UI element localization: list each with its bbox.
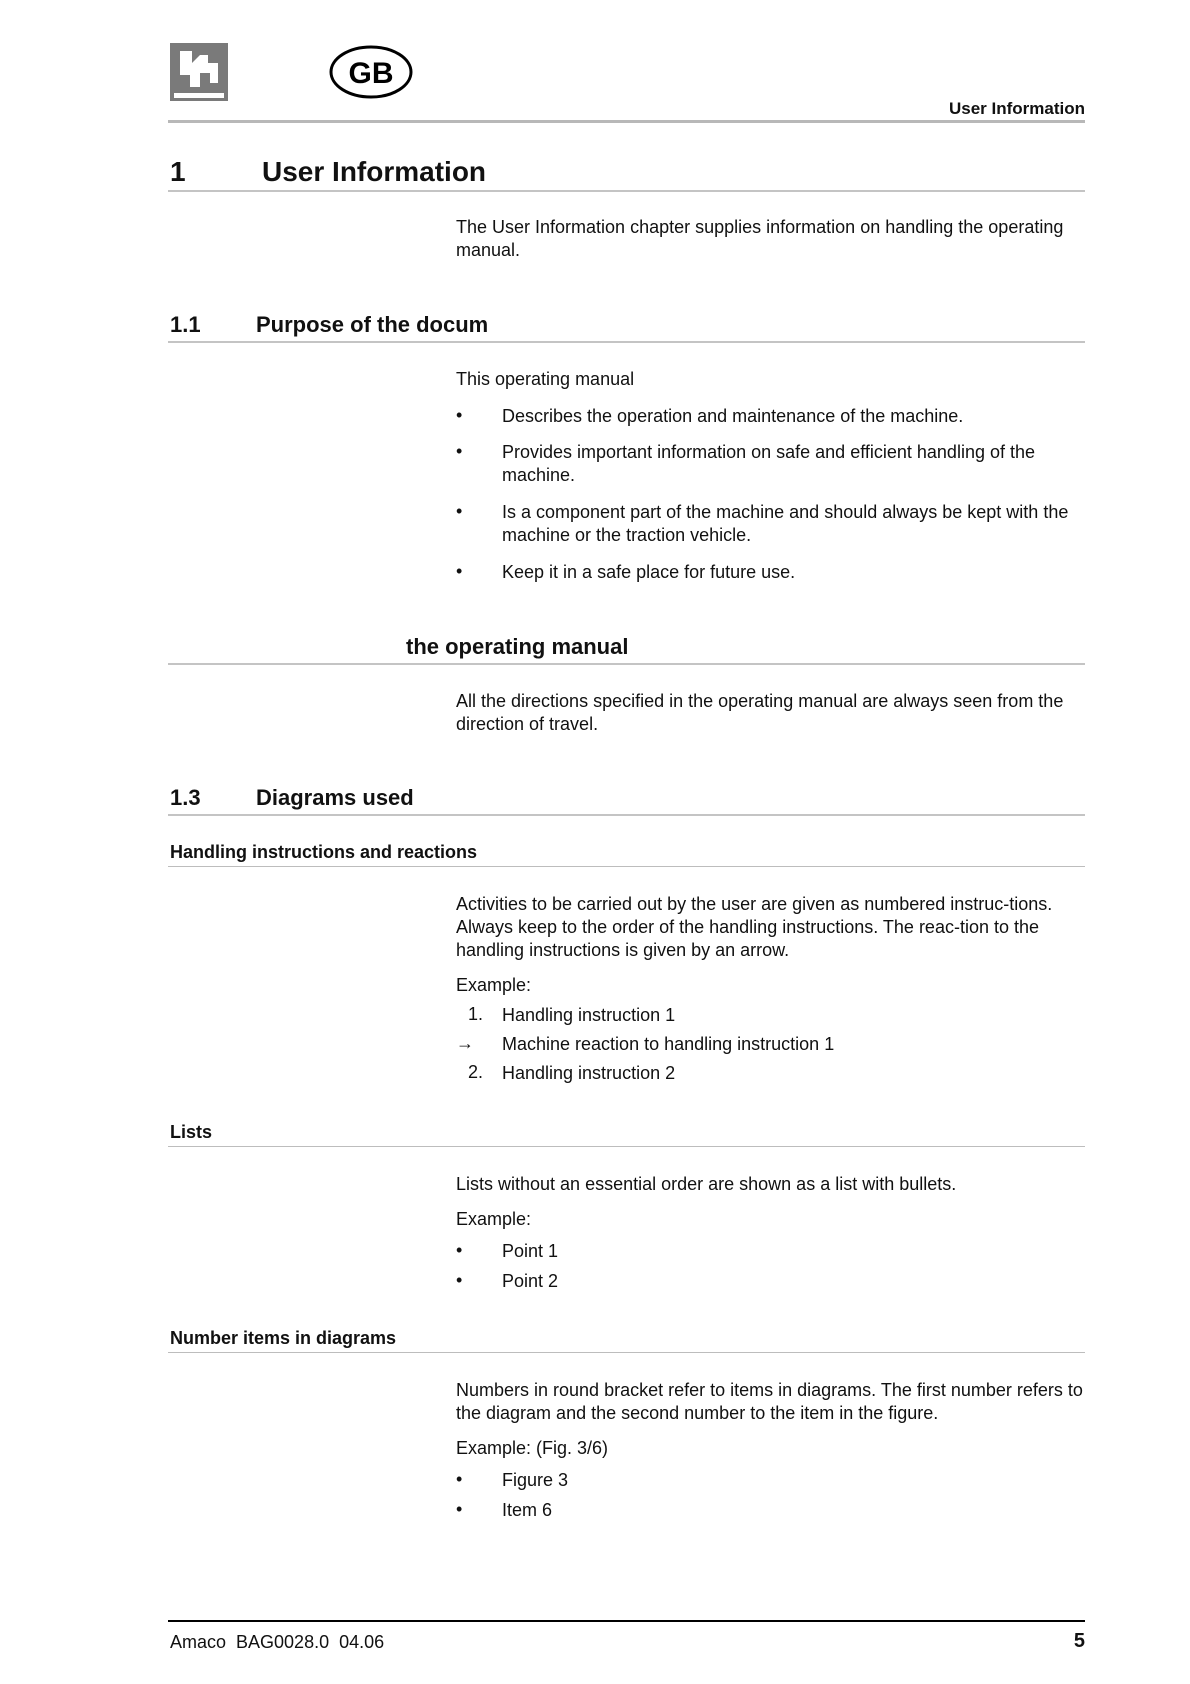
reaction-arrow-icon: →	[456, 1033, 474, 1053]
lists-divider	[168, 1146, 1085, 1147]
list-item: Item 6	[502, 1500, 553, 1520]
lists-heading: Lists	[170, 1122, 213, 1142]
chapter-intro: The User Information chapter supplies information on handling the operating manual.	[456, 217, 1064, 260]
section-1-3-number: 1.3	[170, 785, 201, 810]
footer-doc-ref: Amaco BAG0028.0 04.06	[170, 1632, 385, 1652]
bullet-marker: •	[456, 1270, 463, 1290]
list-item: Provides important information on safe and efficient handling of the machine.	[502, 442, 1035, 485]
step-text: Handling instruction 1	[502, 1005, 676, 1025]
section-1-1-lead: This operating manual	[456, 369, 635, 389]
section-1-3-divider	[168, 814, 1085, 816]
section-1-1-number: 1.1	[170, 312, 201, 337]
list-item: Keep it in a safe place for future use.	[502, 562, 796, 582]
bullet-marker: •	[456, 441, 463, 461]
page-number: 5	[1073, 1630, 1085, 1652]
bullet-marker: •	[456, 1499, 463, 1519]
chapter-title: User Information	[262, 156, 487, 187]
list-item: Is a component part of the machine and should always be kept with the machine or the traction vehicle.	[502, 502, 1069, 545]
list-item: Point 2	[502, 1271, 559, 1291]
lists-text: Lists without an essential order are shown as a list with bullets.	[456, 1174, 957, 1194]
country-badge	[328, 44, 414, 100]
handling-example-label: Example:	[456, 975, 532, 995]
amazone-logo	[170, 43, 228, 101]
section-1-1-divider	[168, 341, 1085, 343]
bullet-marker: •	[456, 405, 463, 425]
numbers-heading: Number items in diagrams	[170, 1328, 397, 1348]
numbers-text: Numbers in round bracket refer to items in diagrams. The first number refers to the diagram and the second number to the item in the figure.	[456, 1380, 1083, 1423]
handling-text: Activities to be carried out by the user are given as numbered instruc-tions. Always keep to the order of the handling instructions. The reac-tion to the handling instructions is given by an arrow.	[456, 894, 1053, 960]
running-header: User Information	[948, 99, 1085, 118]
reaction-text: Machine reaction to handling instruction 1	[502, 1034, 835, 1054]
section-1-1-title: Purpose of the docum	[256, 312, 489, 337]
section-1-2-divider	[168, 663, 1085, 665]
list-item: Figure 3	[502, 1470, 569, 1490]
handling-divider	[168, 866, 1085, 867]
section-1-3-title: Diagrams used	[256, 785, 414, 810]
country-badge-text: GB	[348, 57, 394, 90]
section-1-2-title: the operating manual	[406, 634, 629, 659]
section-1-2-text: All the directions specified in the operating manual are always seen from the direction of travel.	[456, 691, 1064, 734]
bullet-marker: •	[456, 1240, 463, 1260]
bullet-marker: •	[456, 561, 463, 581]
handling-heading: Handling instructions and reactions	[170, 842, 478, 862]
step-text: Handling instruction 2	[502, 1063, 676, 1083]
step-marker: 1.	[468, 1004, 484, 1024]
numbers-example-label: Example: (Fig. 3/6)	[456, 1438, 609, 1458]
bullet-marker: •	[456, 501, 463, 521]
lists-example-label: Example:	[456, 1209, 532, 1229]
list-item: Describes the operation and maintenance of the machine.	[502, 406, 964, 426]
chapter-number: 1	[170, 156, 186, 187]
bullet-marker: •	[456, 1469, 463, 1489]
footer-divider	[168, 1620, 1085, 1622]
list-item: Point 1	[502, 1241, 559, 1261]
numbers-divider	[168, 1352, 1085, 1353]
step-marker: 2.	[468, 1062, 484, 1082]
header-divider	[168, 120, 1085, 123]
chapter-divider	[168, 190, 1085, 192]
